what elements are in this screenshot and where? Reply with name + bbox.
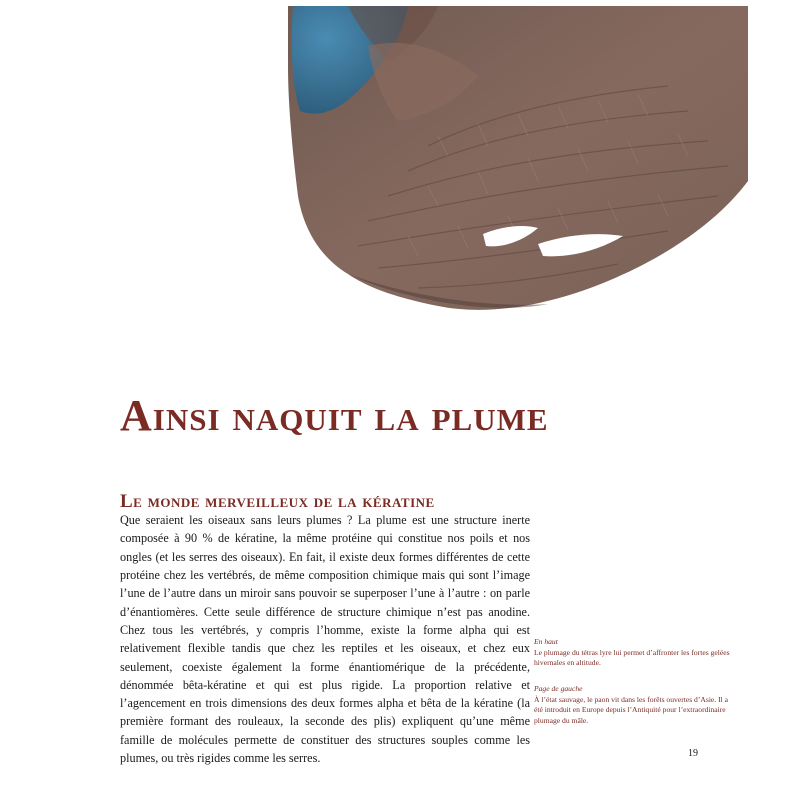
- caption-top: [534, 637, 730, 669]
- caption-heading: En haut: [534, 637, 558, 646]
- chapter-title: Ainsi naquit la plume: [120, 391, 549, 441]
- feather-wing-photo: [288, 6, 748, 316]
- caption-text: À l’état sauvage, le paon vit dans les forêts ouvertes d’Asie. Il a été introduit en Europe depuis l’Antiquité pour l’extraordinaire plumage du mâle.: [534, 694, 729, 725]
- section-title: Le monde merveilleux de la kératine: [120, 490, 435, 512]
- caption-text: Le plumage du tétras lyre lui permet d’affronter les fortes gelées hivernales en altitude.: [534, 647, 730, 667]
- caption-heading: Page de gauche: [534, 684, 583, 693]
- feather-wing-illustration: [288, 6, 748, 316]
- page-number: 19: [688, 748, 698, 759]
- body-paragraph: Que seraient les oiseaux sans leurs plumes ? La plume est une structure inerte composée à 90 % de kératine, la même protéine qui constitue nos poils et nos ongles (et les serres des oiseaux). En fait, il existe deux formes différentes de cette protéine chez les vertébrés, de même composition chimique mais qui sont l’image l’une de l’autre dans un miroir sans pouvoir se superposer l’une à l’autre : on parle d’énantiomères. Cette seule différence de structure chimique n’est pas anodine. Chez tous les vertébrés, y compris l’homme, existe la forme alpha qui est relativement flexible tandis que chez les reptiles et les oiseaux, et chez eux seulement, coexiste également la forme énantiomérique de la précédente, dénommée bêta-kératine et qui est plus rigide. La proportion relative et l’agencement en trois dimensions des deux formes alpha et bêta de la kératine (la première formant des rouleaux, la seconde des plis) expliquent qu’une même famille de molécules permette de constituer des structures souples comme les plumes, ou très rigides comme les serres.: [120, 513, 530, 766]
- caption-left-page: [534, 684, 730, 726]
